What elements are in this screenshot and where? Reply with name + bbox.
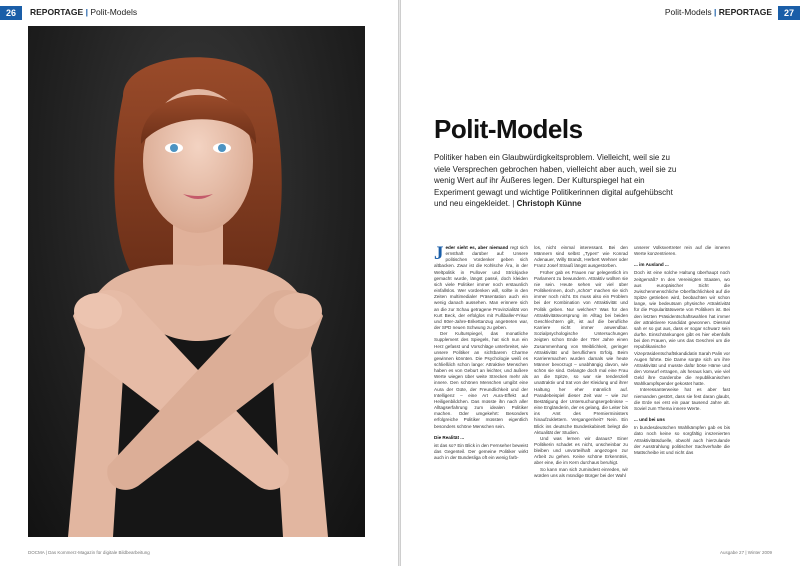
section-label-right: REPORTAGE — [718, 7, 772, 17]
subheading: ... und bei uns — [634, 417, 665, 423]
paragraph: Der Kulturspiegel, das monatliche Supplement des Spiegels, hat sich nun ein Herz gefasst und Vorschläge unterbreitet, wie unsere Politiker an sichtbarem Charme gewinnen könnten. Die Psychologie weiß es schließlich schon lange: Attraktive Menschen haben es von Geburt an leichter, und äußere Werte wiegen über weite Strecken mehr als innere. Den schönen Menschen umgibt eine Aura der Güte, der Freundlichkeit und der Intelligenz – eine Art Aura-Effekt auf Heiligenbildchen. Das müsste ihn nach aller Alltagserfahrung zum idealen Politiker machen. Oder umgekehrt: Besonders erfolgreiche Politiker müssten eigentlich besonders schöne Menschen sein. — [434, 331, 528, 429]
footer-left: DOCMA | Das Kommerz-Magazin für digitale Bildbearbeitung — [28, 550, 150, 555]
portrait-photo — [28, 26, 365, 537]
lead-text: Politiker haben ein Glaubwürdigkeitsproblem. Vielleicht, weil sie zu viele Versprechen gebrochen haben, vielleicht aber auch, weil sie zu wenig Wert auf ihr Äußeres legen. Der Kulturspiegel hat ein Experiment gewagt und wichtige Politikerinnen digital aufgehübscht und neu eingekleidet. | — [434, 153, 677, 209]
intro-bold: eder sieht es, aber niemand — [445, 245, 509, 250]
paragraph: Und was lernen wir daraus? Einer Politikerin schadet es nicht, unscheinbar zu bleiben und unvorteilhaft angezogen zur Arbeit zu gehen. Keine schöne Erkenntnis, aber eine, die im Kern durchaus beruhigt. — [534, 435, 628, 466]
running-head-left — [30, 7, 137, 17]
running-head-separator: | — [85, 7, 88, 17]
paragraph — [434, 245, 528, 331]
paragraph: Doch ist eine solche Haltung überhaupt noch zeitgemäß? In den Vereinigten Staaten, wo aus europäischer Sicht die zwischenmenschliche Oberflächlichkeit auf die Spitze getrieben wird, beobachten wir schon lange, wie bedeutsam physische Attraktivität für die Popularitätswerte von Politikern ist. Bei den letzten Präsidentschaftswahlen hat immer der attraktivere Kandidat gewonnen. Diesmal sah er so gut aus, dass er sogar schwarz sein durfte. Einschränkungen gibt es hier ebenfalls bei den Frauen, wie uns das Geschrei um die republikanische Vizepräsidentschaftskandidatin Sarah Palin vor Augen führte. Die Dame sorgte sich um ihre Attraktivität und musste dafür böse Häme und den Vorwurf ertragen, als heraus kam, wie viel Geld ihre Garderobe die republikanischen Wahlkampfspender gekostet hatte. — [634, 270, 730, 387]
right-page — [401, 0, 800, 566]
text-column-1 — [434, 245, 528, 543]
section-label-left: REPORTAGE — [30, 7, 84, 17]
article-title: Polit-Models — [434, 114, 583, 144]
topic-label-right: Polit-Models — [664, 7, 712, 17]
running-head-separator-right: | — [714, 7, 717, 17]
paragraph: Früher gab es Frauen nur gelegentlich im Parlament zu bewundern. Attraktiv wollten sie nie sein. Heute sehen wir viel über Politikerinnen, doch „schön" machen sie sich immer noch nicht. Es muss also ein Problem bei der Kombination von Attraktivität und Politik geben. Nur welches? Was für den Attraktivitätsvorsprung im Alltag bei beiden Geschlechtern gilt, ist auf die berufliche Karriere nicht immer anwendbar. Sozialpsychologische Untersuchungen zeigten schon Ende der 70er Jahre einen Zusammenhang von Weiblichkeit, geringer Attraktivität und beruflichem Erfolg. Beim Karrieremachen wurden damals wie heute Männer bevorzugt – unabhängig davon, wie schön sie sind. Gelangte doch mal eine Frau an die Spitze, so war sie tendenziell unattraktiv und trat von der Kleidung und ihrer Haltung her eher männlich auf. Paradebeispiel dieser Zeit war – wie zur Bestätigung der Untersuchungsergebnisse – eine Engländerin, der es gelang, die Leiter bis ins Amt des Premierministers hinaufzuklettern. Vergangenheit? Nein. Ein Blick ins deutsche Bundeskabinett belegt die Aktualität der Studien. — [534, 269, 628, 435]
paragraph: In bundesdeutschen Wahlkämpfen gab es bis dato noch keine so sorgfältig inszenierten Attraktivitätsduelle, obwohl auch hierzulande der Ausstrahlung politischer Sachverhalte die Mattscheibe ist und nicht das — [634, 425, 730, 455]
paragraph: unserer Volksvertreter rein auf die inneren Werte konzentrieren. — [634, 245, 730, 257]
subheading: Die Realität ... — [434, 434, 465, 440]
text-column-2 — [534, 245, 628, 543]
topic-label-left: Polit-Models — [90, 7, 138, 17]
paragraph: So kann man sich zumindest einreden, wir würden uns als mündige Bürger bei der Wahl — [534, 466, 628, 478]
text-column-3 — [634, 245, 730, 543]
author-name: Christoph Künne — [516, 199, 582, 209]
left-page — [0, 0, 398, 566]
right-iris-shape — [218, 144, 226, 152]
footer-right: Ausgabe 27 | Winter 2009 — [720, 550, 772, 555]
running-head-right — [665, 7, 772, 17]
portrait-illustration — [28, 26, 365, 537]
drop-cap: J — [434, 245, 444, 264]
page-number-right: 27 — [778, 6, 800, 20]
right-hand-shape — [274, 293, 322, 329]
left-iris-shape — [170, 144, 178, 152]
paragraph: Interessanterweise hat es aber fast niemanden gestört, dass sie fest daran glaubt, die Erde sei erst ein paar tausend Jahre alt. Soviel zum Thema innere Werte. — [634, 387, 730, 411]
left-hand-shape — [74, 293, 122, 329]
paragraph-text: regt sich ernsthaft darüber auf: Unsere politischen Vordenker geben sich altbacken. Zwar ist die Kohlsche Ära, in der Weltpolitik in Pullover und Strickjacke gemacht wurde, längst passé, doch kleiden sich viele Politiker immer noch erstaunlich einfallslos. Wer vordenken will, sollte in den Zeiten multimedialer Präsentation auch ein wenig danach aussehen. Man erinnere sich an die zur Schau getragene Provinzialität von Kurt Beck, der erfolglos mit Fußballer-Frisur und 80er-Jahre-Brikettanzug angetreten war, der SPD neuen Schwung zu geben. — [434, 245, 528, 331]
article-lead — [434, 152, 684, 210]
subheading: ... im Ausland ... — [634, 262, 669, 268]
paragraph: ist das so? Ein Blick in den Fernseher beweist das Gegenteil. Der gemeine Politiker wirkt auch in der Bundesliga oft ein wenig farb- — [434, 442, 528, 461]
paragraph: los, nicht einmal interessant. Bei den Männern sind selbst „Typen" wie Konrad Adenauer, Willy Brandt, Herbert Wehner oder Franz Josef Strauß längst ausgestorben. — [534, 245, 628, 269]
page-number-left: 26 — [0, 6, 22, 20]
